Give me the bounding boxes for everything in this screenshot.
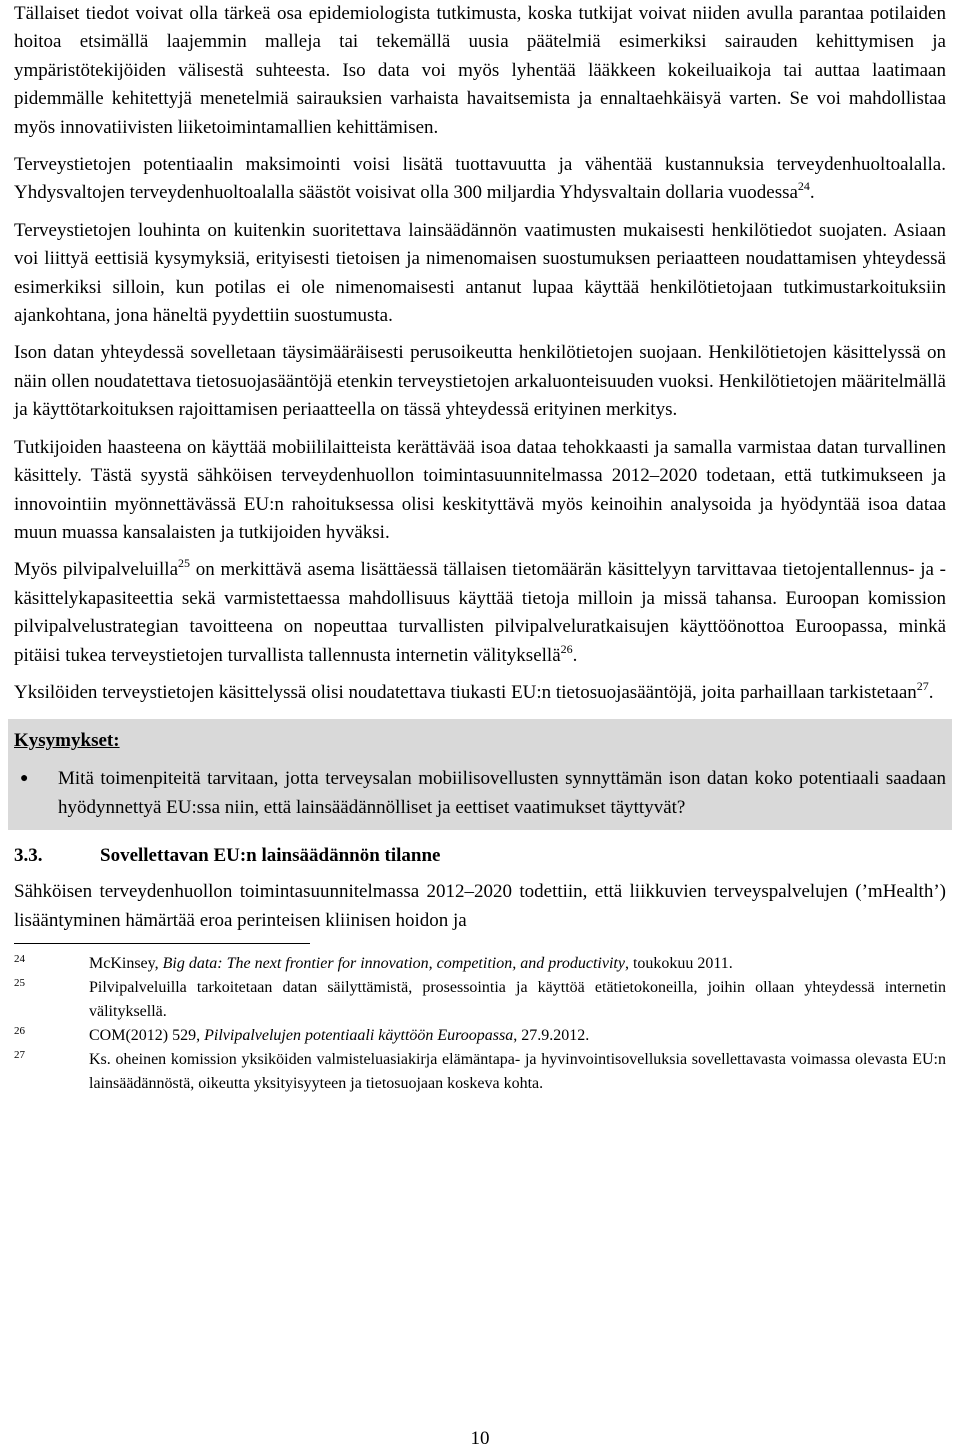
footnote-number: 26	[14, 1024, 25, 1037]
footnote-25: 25 Pilvipalveluilla tarkoitetaan datan säilyttämistä, prosessointia ja käyttöä etätietokoneilla, joihin ollaan yhteydessä internetin välityksellä.	[14, 976, 946, 1024]
questions-title: Kysymykset:	[14, 730, 120, 752]
section-number: 3.3.	[14, 845, 43, 867]
paragraph-4: Ison datan yhteydessä sovelletaan täysimääräisesti perusoikeutta henkilötietojen suojaan. Henkilötietojen käsittelyssä on näin ollen noudatettava tietosuojasääntöjä etenkin terveystietojen arkaluonteisuuden vuoksi. Henkilötietojen määritelmällä ja käyttötarkoituksen rajoittamisen periaatteella on tässä yhteydessä erityinen merkitys.	[14, 342, 946, 421]
footnote-27: 27 Ks. oheinen komission yksiköiden valmisteluasiakirja elämäntapa- ja hyvinvointisovelluksia sovellettavasta voimassa olevasta EU:n lainsäädännöstä, oikeutta yksityisyyteen ja tietosuojaan koskeva kohta.	[14, 1048, 946, 1096]
document-page	[14, 0, 946, 1096]
footnote-number: 25	[14, 976, 25, 989]
section-heading	[14, 842, 946, 870]
questions-box	[8, 719, 952, 830]
footnote-24: 24 McKinsey, Big data: The next frontier for innovation, competition, and productivity, toukokuu 2011.	[14, 952, 946, 976]
footnote-number: 24	[14, 952, 25, 965]
footnote-number: 27	[14, 1048, 25, 1061]
footnote-ref-25[interactable]: 25	[178, 556, 191, 571]
paragraph-1: Tällaiset tiedot voivat olla tärkeä osa epidemiologista tutkimusta, koska tutkijat voivat niiden avulla parantaa potilaiden hoitoa etsimällä laajemmin malleja tai tekemällä uusia päätelmiä esimerkiksi sairauden kehittymisen ja ympäristötekijöiden välisestä suhteesta. Iso data voi myös lyhentää lääkkeen kokeiluaikoja tai auttaa laatimaan pidemmälle kehitettyjä menetelmiä sairauksien varhaista havaitsemista ja ennaltaehkäisyä varten. Se voi mahdollistaa myös innovatiivisten liiketoimintamallien kehittämisen.	[14, 3, 946, 138]
footnote-ref-26[interactable]: 26	[560, 641, 573, 656]
section-paragraph: Sähköisen terveydenhuollon toimintasuunnitelmassa 2012–2020 todettiin, että liikkuvien terveyspalvelujen (’mHealth’) lisääntyminen hämärtää eroa perinteisen kliinisen hoidon ja	[14, 881, 946, 931]
footnote-ref-24[interactable]: 24	[797, 179, 810, 194]
paragraph-3: Terveystietojen louhinta on kuitenkin suoritettava lainsäädännön vaatimusten mukaisesti henkilötiedot suojaten. Asiaan voi liittyä eettisiä kysymyksiä, erityisesti tietoisen ja nimenomaisen suostumuksen periaatteen noudattamisen yhteydessä esimerkiksi silloin, kun potilas ei ole nimenomaisesti antanut lupaa käyttää henkilötietojaan tutkimustarkoituksiin ajankohtana, jona häneltä pyydettiin suostumusta.	[14, 219, 946, 327]
paragraph-5: Tutkijoiden haasteena on käyttää mobiililaitteista kerättävää isoa dataa tehokkaasti ja samalla varmistaa datan turvallinen käsittely. Tästä syystä sähköisen terveydenhuollon toimintasuunnitelmassa 2012–2020 todetaan, että tutkimukseen ja innovointiin myönnettävässä EU:n rahoituksessa olisi keskityttävä myös keinoihin analysoida ja hyödyntää isoa dataa muun muassa kansalaisten ja tutkijoiden hyväksi.	[14, 436, 946, 543]
section-title: Sovellettavan EU:n lainsäädännön tilanne	[100, 845, 441, 867]
paragraph-7: Yksilöiden terveystietojen käsittelyssä olisi noudatettava tiukasti EU:n tietosuojasääntöjä, joita parhaillaan tarkistetaan$^{27}$.	[14, 678, 934, 703]
page-number: 10	[470, 1428, 490, 1449]
paragraph-2: Terveystietojen potentiaalin maksimointi voisi lisätä tuottavuutta ja vähentää kustannuksia terveydenhuoltoalalla. Yhdysvaltojen terveydenhuoltoalalla säästöt voisivat olla 300 miljardia Yhdysvaltain dollaria vuodessa$^{24}$.	[14, 154, 946, 204]
footnote-ref-27[interactable]: 27	[916, 678, 929, 693]
paragraph-6: Myös pilvipalveluilla$^{25}$ on merkittävä asema lisättäessä tällaisen tietomäärän käsittelyyn tarvittavaa tietojentallennus- ja -käsittelykapasiteettia sekä varmistettaessa mahdollisuus käyttää tietoja milloin ja missä tahansa. Euroopan komission pilvipalvelustrategian tavoitteena on nopeuttaa turvallisten pilvipalveluratkaisujen käyttöönottoa Euroopassa, minkä pitäisi tukea terveystietojen turvallista tallennusta internetin välityksellä$^{26}$.	[14, 556, 946, 666]
question-item: ● Mitä toimenpiteitä tarvitaan, jotta terveysalan mobiilisovellusten synnyttämän ison datan koko potentiaali saadaan hyödynnettyä EU:ssa niin, että lainsäädännölliset ja eettiset vaatimukset täyttyvät?	[14, 765, 946, 822]
footnote-26: 26 COM(2012) 529, Pilvipalvelujen potentiaali käyttöön Euroopassa, 27.9.2012.	[14, 1024, 946, 1048]
bullet-icon: ●	[20, 771, 29, 787]
